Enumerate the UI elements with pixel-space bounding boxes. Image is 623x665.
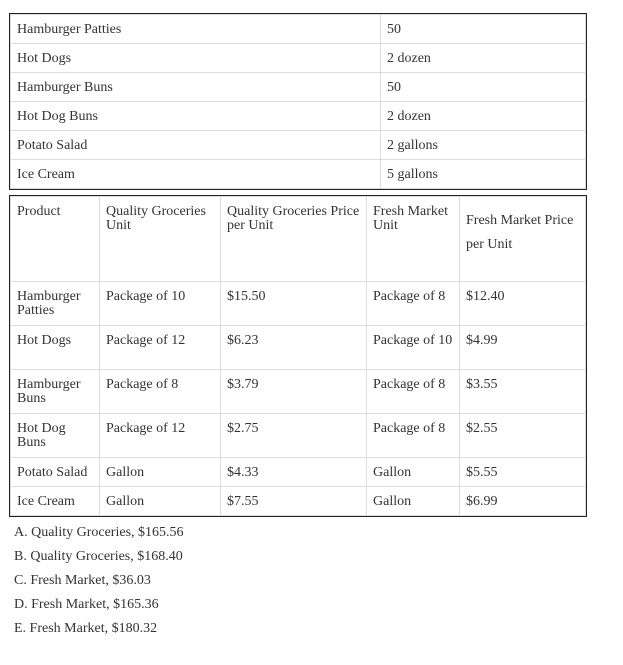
- qty-cell: 50: [381, 15, 586, 44]
- qg-unit-cell: Package of 10: [100, 282, 221, 326]
- header-qg-unit: Quality Groceries Unit: [100, 197, 221, 282]
- quantities-table: [10, 14, 586, 189]
- table-row: [11, 487, 586, 516]
- price-comparison-table: [10, 196, 586, 516]
- qg-price-cell: $3.79: [221, 370, 367, 414]
- fm-unit-cell: Package of 10: [367, 326, 460, 370]
- fm-unit-cell: Package of 8: [367, 370, 460, 414]
- qg-unit-cell: Gallon: [100, 458, 221, 487]
- qg-price-cell: $6.23: [221, 326, 367, 370]
- header-product: Product: [11, 197, 100, 282]
- header-fm-price: Fresh Market Price per Unit: [460, 197, 586, 282]
- qg-price-cell: $15.50: [221, 282, 367, 326]
- item-cell: Hot Dog Buns: [11, 102, 381, 131]
- item-cell: Ice Cream: [11, 160, 381, 189]
- fm-price-cell: $6.99: [460, 487, 586, 516]
- answer-choice-e[interactable]: E. Fresh Market, $180.32: [14, 621, 158, 636]
- answer-choice-b[interactable]: B. Quality Groceries, $168.40: [14, 549, 183, 564]
- product-cell: Hamburger Buns: [11, 370, 100, 414]
- qg-unit-cell: Package of 8: [100, 370, 221, 414]
- answer-choices: [14, 521, 184, 641]
- fm-unit-cell: Gallon: [367, 458, 460, 487]
- product-cell: Hamburger Patties: [11, 282, 100, 326]
- answer-choice-d[interactable]: D. Fresh Market, $165.36: [14, 597, 159, 612]
- fm-price-cell: $3.55: [460, 370, 586, 414]
- header-row: [11, 197, 586, 282]
- item-cell: Hamburger Buns: [11, 73, 381, 102]
- item-cell: Hamburger Patties: [11, 15, 381, 44]
- answer-choice-a[interactable]: A. Quality Groceries, $165.56: [14, 525, 184, 540]
- fm-unit-cell: Gallon: [367, 487, 460, 516]
- table-row: [11, 282, 586, 326]
- product-cell: Potato Salad: [11, 458, 100, 487]
- table-row: [11, 44, 586, 73]
- fm-price-cell: $2.55: [460, 414, 586, 458]
- table-row: [11, 414, 586, 458]
- item-cell: Hot Dogs: [11, 44, 381, 73]
- qg-price-cell: $4.33: [221, 458, 367, 487]
- product-cell: Hot Dogs: [11, 326, 100, 370]
- product-cell: Ice Cream: [11, 487, 100, 516]
- fm-unit-cell: Package of 8: [367, 282, 460, 326]
- table-row: [11, 102, 586, 131]
- qg-price-cell: $7.55: [221, 487, 367, 516]
- fm-unit-cell: Package of 8: [367, 414, 460, 458]
- qg-price-cell: $2.75: [221, 414, 367, 458]
- qty-cell: 2 dozen: [381, 102, 586, 131]
- table-row: [11, 326, 586, 370]
- table-row: [11, 370, 586, 414]
- qty-cell: 50: [381, 73, 586, 102]
- item-cell: Potato Salad: [11, 131, 381, 160]
- table-row: [11, 458, 586, 487]
- table-row: [11, 15, 586, 44]
- fm-price-cell: $5.55: [460, 458, 586, 487]
- header-qg-price: Quality Groceries Price per Unit: [221, 197, 367, 282]
- header-fm-unit: Fresh Market Unit: [367, 197, 460, 282]
- qg-unit-cell: Gallon: [100, 487, 221, 516]
- fm-price-cell: $4.99: [460, 326, 586, 370]
- fm-price-cell: $12.40: [460, 282, 586, 326]
- answer-choice-c[interactable]: C. Fresh Market, $36.03: [14, 573, 151, 588]
- table-row: [11, 73, 586, 102]
- product-cell: Hot Dog Buns: [11, 414, 100, 458]
- qty-cell: 2 gallons: [381, 131, 586, 160]
- qg-unit-cell: Package of 12: [100, 326, 221, 370]
- table-row: [11, 160, 586, 189]
- qty-cell: 2 dozen: [381, 44, 586, 73]
- table-row: [11, 131, 586, 160]
- qty-cell: 5 gallons: [381, 160, 586, 189]
- qg-unit-cell: Package of 12: [100, 414, 221, 458]
